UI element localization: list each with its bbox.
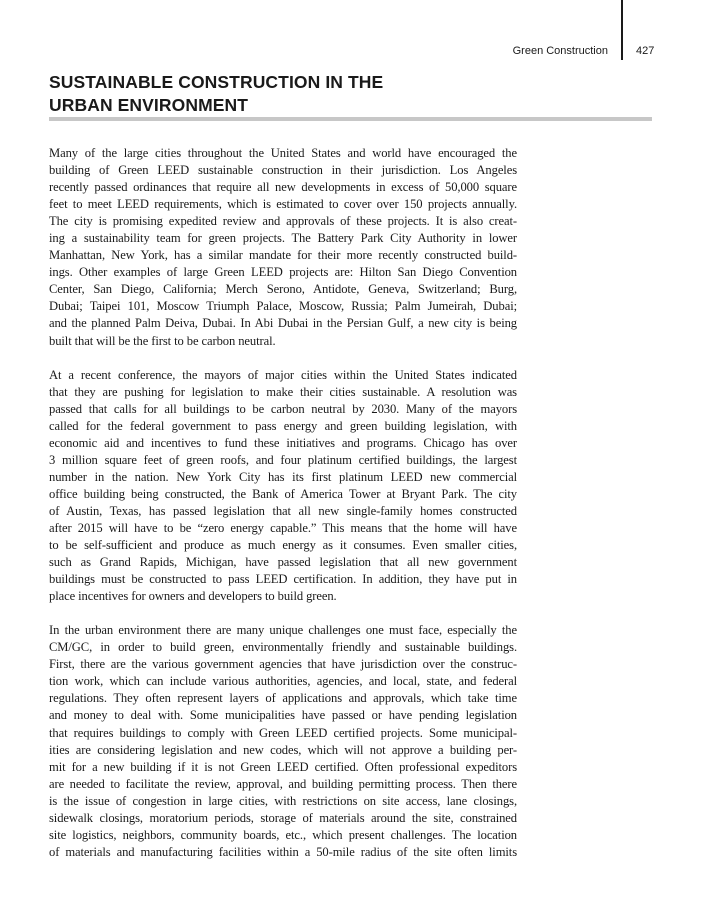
text-line: Center, San Diego, California; Merch Serono, Antidote, Geneva, Switzerland; Burg, xyxy=(49,282,517,297)
text-line: ing a sustainability team for green projects. The Battery Park City Authority in lower xyxy=(49,231,517,246)
text-line: place incentives for owners and developers to build green. xyxy=(49,589,337,604)
text-line: The city is promising expedited review and approvals of these projects. It is also creat- xyxy=(49,214,517,229)
text-line: to be self-sufficient and produce as much energy as it consumes. Even smaller cities, xyxy=(49,538,517,553)
text-line: and the planned Palm Deiva, Dubai. In Abi Dubai in the Persian Gulf, a new city is being xyxy=(49,316,517,331)
text-line: passed that calls for all buildings to be carbon neutral by 2030. Many of the mayors xyxy=(49,401,517,416)
text-line: feet to meet LEED requirements, which is estimated to cover over 150 projects annually. xyxy=(49,197,517,212)
text-line: are needed to facilitate the review, approval, and building permitting process. Then there xyxy=(49,776,517,791)
text-line: such as Grand Rapids, Michigan, have passed legislation that all new government xyxy=(49,555,517,570)
text-line: recently passed ordinances that require all new developments in excess of 50,000 square xyxy=(49,180,517,195)
text-line: ities are considering legislation and new codes, which will not approve a building per- xyxy=(49,742,517,757)
text-line: site logistics, neighbors, community boards, etc., which present challenges. The location xyxy=(49,827,517,842)
text-line: regulations. They often represent layers of applications and approvals, which take time xyxy=(49,691,517,706)
header-vertical-rule xyxy=(621,0,623,60)
text-line: building of Green LEED sustainable construction in their jurisdiction. Los Angeles xyxy=(49,163,517,178)
section-title xyxy=(49,71,609,117)
running-head: Green Construction xyxy=(512,45,608,57)
text-line: sidewalk closings, moratorium periods, storage of materials around the site, constrained xyxy=(49,810,517,825)
text-line: buildings must be constructed to pass LEED certification. In addition, they have put in xyxy=(49,572,517,587)
section-title-line: URBAN ENVIRONMENT xyxy=(49,95,249,115)
text-line: built that will be the first to be carbon neutral. xyxy=(49,333,276,348)
text-line: Manhattan, New York, has a similar mandate for their more recently constructed build- xyxy=(49,248,517,263)
text-line: number in the nation. New York City has its first platinum LEED new commercial xyxy=(49,469,517,484)
text-line: First, there are the various government agencies that have jurisdiction over the construc- xyxy=(49,657,517,672)
text-line: economic aid and incentives to fund these initiatives and programs. Chicago has over xyxy=(49,435,517,450)
paragraph-3 xyxy=(49,622,517,861)
text-line: At a recent conference, the mayors of major cities within the United States indicated xyxy=(49,367,517,382)
text-line: after 2015 will have to be “zero energy capable.” This means that the home will have xyxy=(49,520,517,535)
text-line: office building being constructed, the Bank of America Tower at Bryant Park. The city xyxy=(49,486,517,501)
paragraph-1 xyxy=(49,145,517,350)
text-line: ings. Other examples of large Green LEED projects are: Hilton San Diego Convention xyxy=(49,265,517,280)
text-line: Dubai; Taipei 101, Moscow Triumph Palace, Moscow, Russia; Palm Jumeirah, Dubai; xyxy=(49,299,517,314)
text-line: of materials and manufacturing facilities within a 50-mile radius of the site often limits xyxy=(49,844,517,859)
text-line: and money to deal with. Some municipalities have passed or have pending legislation xyxy=(49,708,517,723)
text-line: tion work, which can include various authorities, agencies, and local, state, and federal xyxy=(49,674,517,689)
text-line: Many of the large cities throughout the United States and world have encouraged the xyxy=(49,146,517,160)
text-line: that requires buildings to comply with Green LEED certified projects. Some municipal- xyxy=(49,725,517,740)
text-line: called for the federal government to pass energy and green building legislation, with xyxy=(49,418,517,433)
text-line: 3 million square feet of green roofs, and four platinum certified buildings, the largest xyxy=(49,452,517,467)
paragraph-2 xyxy=(49,367,517,606)
body-text xyxy=(49,145,517,861)
section-title-line: SUSTAINABLE CONSTRUCTION IN THE xyxy=(49,72,384,92)
text-line: of Austin, Texas, has passed legislation that all new single-family homes constructed xyxy=(49,503,517,518)
text-line: that they are pushing for legislation to make their cities sustainable. A resolution was xyxy=(49,384,517,399)
text-line: In the urban environment there are many unique challenges one must face, especially the xyxy=(49,623,517,638)
text-line: CM/GC, in order to build green, environmentally friendly and sustainable buildings. xyxy=(49,640,517,655)
text-line: is the issue of congestion in large cities, with restrictions on site access, lane closings, xyxy=(49,793,517,808)
section-title-underline xyxy=(49,117,652,121)
text-line: mit for a new building if it is not Green LEED certified. Often professional expeditors xyxy=(49,759,517,774)
page-number: 427 xyxy=(636,45,655,57)
